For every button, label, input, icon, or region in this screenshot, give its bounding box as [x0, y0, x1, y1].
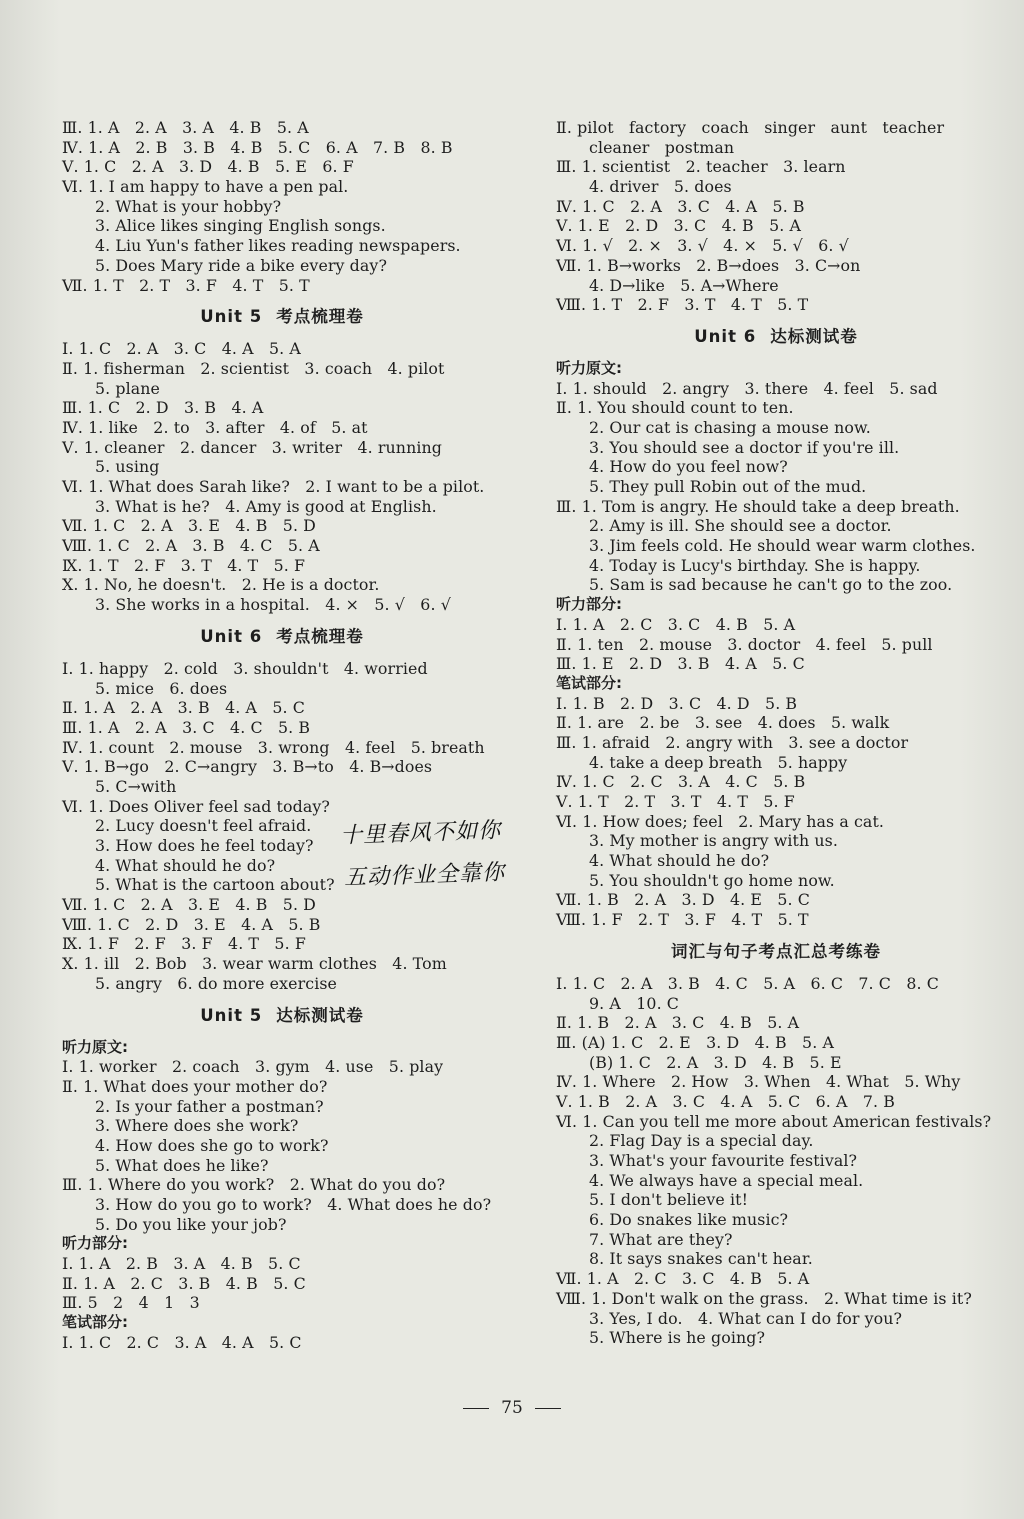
- answer-line: Ⅵ. 1. Can you tell me more about American festivals?: [556, 1111, 992, 1131]
- answer-line: Ⅰ. 1. C 2. A 3. B 4. C 5. A 6. C 7. C 8. C: [556, 973, 939, 993]
- answer-line-continued: 3. Yes, I do. 4. What can I do for you?: [589, 1308, 903, 1328]
- answer-line-continued: 5. angry 6. do more exercise: [95, 973, 337, 993]
- answer-line-continued: 5. Where is he going?: [589, 1328, 766, 1348]
- answer-line: Ⅶ. 1. A 2. C 3. C 4. B 5. A: [556, 1269, 810, 1289]
- answer-line-continued: 9. A 10. C: [589, 993, 679, 1013]
- answer-line-continued: 7. What are they?: [589, 1229, 733, 1249]
- answer-line-continued: 4. What should he do?: [95, 855, 276, 875]
- answer-line-continued: 2. Is your father a postman?: [95, 1096, 324, 1116]
- subsection-label: 笔试部分:: [62, 1313, 128, 1332]
- section-title-unit: Unit 6: [200, 626, 263, 646]
- answer-line: Ⅳ. 1. count 2. mouse 3. wrong 4. feel 5. breath: [62, 737, 485, 757]
- answer-line: Ⅱ. 1. B 2. A 3. C 4. B 5. A: [556, 1013, 800, 1033]
- section-title: [556, 315, 996, 359]
- answer-line-continued: 5. C→with: [95, 776, 177, 796]
- answer-line: Ⅶ. 1. B 2. A 3. D 4. E 5. C: [556, 890, 810, 910]
- answer-line: Ⅲ. 1. scientist 2. teacher 3. learn: [556, 157, 846, 177]
- answer-line-continued: 3. What is he? 4. Amy is good at English.: [95, 496, 437, 516]
- page-number-value: 75: [501, 1398, 523, 1418]
- answer-line: Ⅷ. 1. C 2. A 3. B 4. C 5. A: [62, 536, 320, 556]
- answer-line-continued: 4. Today is Lucy's birthday. She is happy.: [589, 555, 921, 575]
- section-title-text: 达标测试卷: [276, 1005, 364, 1025]
- answer-line: Ⅰ. 1. B 2. D 3. C 4. D 5. B: [556, 693, 798, 713]
- answer-line-continued: 3. Jim feels cold. He should wear warm clothes.: [589, 536, 976, 556]
- answer-line-continued: 4. What should he do?: [589, 851, 770, 871]
- answer-line: Ⅲ. 1. E 2. D 3. B 4. A 5. C: [556, 654, 805, 674]
- answer-line-continued: 4. We always have a special meal.: [589, 1170, 864, 1190]
- answer-line-continued: cleaner postman: [589, 137, 735, 157]
- answer-line: Ⅴ. 1. B 2. A 3. C 4. A 5. C 6. A 7. B: [556, 1091, 896, 1111]
- answer-line: Ⅵ. 1. How does; feel 2. Mary has a cat.: [556, 811, 885, 831]
- answer-line-continued: 3. You should see a doctor if you're ill.: [589, 437, 900, 457]
- answer-line: Ⅶ. 1. C 2. A 3. E 4. B 5. D: [62, 895, 316, 915]
- answer-line: Ⅵ. 1. I am happy to have a pen pal.: [62, 177, 349, 197]
- answer-line-continued: 3. My mother is angry with us.: [589, 831, 838, 851]
- answer-line-continued: 5. mice 6. does: [95, 678, 228, 698]
- answer-line: Ⅲ. 1. C 2. D 3. B 4. A: [62, 398, 264, 418]
- answer-line: Ⅰ. 1. worker 2. coach 3. gym 4. use 5. play: [62, 1057, 444, 1077]
- answer-line-continued: 3. Where does she work?: [95, 1116, 299, 1136]
- answer-line: Ⅰ. 1. A 2. C 3. C 4. B 5. A: [556, 614, 796, 634]
- answer-line: Ⅰ. 1. C 2. A 3. C 4. A 5. A: [62, 339, 301, 359]
- answer-line-continued: 4. driver 5. does: [589, 177, 732, 197]
- answer-line-continued: 5. Do you like your job?: [95, 1214, 287, 1234]
- answer-line-continued: 5. Does Mary ride a bike every day?: [95, 255, 388, 275]
- answer-line: Ⅷ. 1. Don't walk on the grass. 2. What time is it?: [556, 1288, 972, 1308]
- answer-line: Ⅳ. 1. C 2. C 3. A 4. C 5. B: [556, 772, 806, 792]
- answer-line: Ⅱ. 1. fisherman 2. scientist 3. coach 4. pilot: [62, 358, 445, 378]
- subsection-label: 笔试部分:: [556, 673, 622, 692]
- answer-line-continued: 2. Flag Day is a special day.: [589, 1131, 814, 1151]
- answer-line: Ⅵ. 1. What does Sarah like? 2. I want to be a pilot.: [62, 477, 485, 496]
- answer-line: Ⅱ. 1. A 2. A 3. B 4. A 5. C: [62, 698, 305, 718]
- section-title-unit: Unit 6: [694, 326, 757, 346]
- answer-line-continued: 3. She works in a hospital. 4. × 5. √ 6. √: [95, 595, 451, 615]
- answer-line: Ⅹ. 1. No, he doesn't. 2. He is a doctor.: [62, 575, 380, 595]
- section-title-unit: Unit 5: [200, 307, 263, 327]
- answer-line-continued: 4. Liu Yun's father likes reading newspapers.: [95, 236, 461, 256]
- section-title-text: 词汇与句子考点汇总考练卷: [671, 941, 881, 961]
- answer-line: Ⅶ. 1. C 2. A 3. E 4. B 5. D: [62, 516, 316, 536]
- subsection-label: 听力原文:: [556, 358, 622, 377]
- right-answer-column: [556, 118, 996, 1348]
- answer-line: Ⅰ. 1. happy 2. cold 3. shouldn't 4. worried: [62, 658, 428, 678]
- answer-line: Ⅱ. pilot factory coach singer aunt teacher: [556, 118, 945, 137]
- answer-line-continued: 4. How do you feel now?: [589, 457, 788, 477]
- answer-line: Ⅵ. 1. Does Oliver feel sad today?: [62, 796, 330, 816]
- answer-line: Ⅲ. 5 2 4 1 3: [62, 1293, 200, 1313]
- answer-line: Ⅴ. 1. C 2. A 3. D 4. B 5. E 6. F: [62, 157, 354, 177]
- answer-line: Ⅸ. 1. T 2. F 3. T 4. T 5. F: [62, 555, 306, 575]
- answer-line-continued: 2. Our cat is chasing a mouse now.: [589, 417, 871, 437]
- answer-line: Ⅲ. 1. Tom is angry. He should take a deep breath.: [556, 496, 960, 516]
- section-title-text: 考点梳理卷: [276, 307, 364, 327]
- answer-line: Ⅶ. 1. T 2. T 3. F 4. T 5. T: [62, 275, 310, 295]
- answer-line: Ⅱ. 1. What does your mother do?: [62, 1076, 328, 1096]
- answer-line: Ⅲ. 1. Where do you work? 2. What do you do?: [62, 1175, 446, 1195]
- answer-line-continued: 5. plane: [95, 378, 160, 398]
- answer-line: Ⅰ. 1. A 2. B 3. A 4. B 5. C: [62, 1254, 301, 1274]
- answer-line-continued: 3. How do you go to work? 4. What does he do?: [95, 1195, 492, 1214]
- section-title-text: 考点梳理卷: [276, 626, 364, 646]
- answer-line-continued: 5. What does he like?: [95, 1155, 269, 1175]
- answer-line: Ⅳ. 1. A 2. B 3. B 4. B 5. C 6. A 7. B 8. B: [62, 137, 453, 157]
- answer-line-continued: 5. You shouldn't go home now.: [589, 870, 835, 890]
- subsection-label: 听力部分:: [556, 595, 622, 614]
- handwritten-note-line-2: 五动作业全靠你: [343, 860, 506, 891]
- answer-line: Ⅱ. 1. are 2. be 3. see 4. does 5. walk: [556, 713, 890, 733]
- answer-line-continued: 8. It says snakes can't hear.: [589, 1249, 813, 1269]
- answer-line-continued: 2. Amy is ill. She should see a doctor.: [589, 516, 892, 536]
- section-title-text: 达标测试卷: [770, 326, 858, 346]
- answer-line-continued: (B) 1. C 2. A 3. D 4. B 5. E: [589, 1052, 842, 1072]
- answer-line: Ⅶ. 1. B→works 2. B→does 3. C→on: [556, 255, 861, 275]
- answer-line: Ⅰ. 1. should 2. angry 3. there 4. feel 5. sad: [556, 378, 938, 398]
- page-number-dash-right: [535, 1408, 561, 1409]
- answer-line: Ⅳ. 1. Where 2. How 3. When 4. What 5. Why: [556, 1072, 961, 1092]
- answer-line: Ⅸ. 1. F 2. F 3. F 4. T 5. F: [62, 934, 306, 954]
- section-title: [62, 615, 502, 659]
- answer-line: Ⅲ. (A) 1. C 2. E 3. D 4. B 5. A: [556, 1032, 834, 1052]
- answer-line-continued: 3. What's your favourite festival?: [589, 1151, 858, 1170]
- left-answer-column: [62, 118, 502, 1353]
- answer-line: Ⅲ. 1. A 2. A 3. C 4. C 5. B: [62, 717, 311, 737]
- answer-line: Ⅷ. 1. T 2. F 3. T 4. T 5. T: [556, 295, 809, 315]
- answer-line-continued: 2. Lucy doesn't feel afraid.: [95, 816, 312, 836]
- page-number: [0, 1398, 1024, 1418]
- section-title: [62, 295, 502, 339]
- subsection-label: 听力原文:: [62, 1037, 128, 1056]
- answer-line-continued: 3. How does he feel today?: [95, 836, 314, 855]
- answer-line-continued: 5. Sam is sad because he can't go to the zoo.: [589, 575, 953, 595]
- answer-line-continued: 5. I don't believe it!: [589, 1190, 749, 1210]
- page-number-dash-left: [463, 1408, 489, 1409]
- answer-line: Ⅹ. 1. ill 2. Bob 3. wear warm clothes 4. Tom: [62, 954, 447, 974]
- answer-line: Ⅱ. 1. ten 2. mouse 3. doctor 4. feel 5. pull: [556, 634, 933, 654]
- answer-line-continued: 5. What is the cartoon about?: [95, 875, 335, 895]
- answer-line: Ⅱ. 1. You should count to ten.: [556, 398, 794, 418]
- answer-line: Ⅰ. 1. C 2. C 3. A 4. A 5. C: [62, 1332, 302, 1352]
- subsection-label: 听力部分:: [62, 1234, 128, 1253]
- answer-line: Ⅳ. 1. C 2. A 3. C 4. A 5. B: [556, 196, 805, 216]
- answer-line-continued: 4. How does she go to work?: [95, 1135, 329, 1155]
- answer-line: Ⅲ. 1. A 2. A 3. A 4. B 5. A: [62, 118, 309, 137]
- answer-line-continued: 3. Alice likes singing English songs.: [95, 216, 386, 236]
- answer-line: Ⅳ. 1. like 2. to 3. after 4. of 5. at: [62, 417, 368, 437]
- section-title: [62, 994, 502, 1038]
- answer-line: Ⅵ. 1. √ 2. × 3. √ 4. × 5. √ 6. √: [556, 236, 849, 256]
- section-title: [556, 930, 996, 974]
- answer-line: Ⅴ. 1. cleaner 2. dancer 3. writer 4. running: [62, 437, 442, 457]
- answer-line: Ⅴ. 1. E 2. D 3. C 4. B 5. A: [556, 216, 801, 236]
- handwritten-note-line-1: 十里春风不如你: [339, 818, 502, 849]
- answer-line-continued: 5. using: [95, 457, 160, 477]
- answer-line: Ⅲ. 1. afraid 2. angry with 3. see a doctor: [556, 732, 909, 752]
- answer-line: Ⅴ. 1. T 2. T 3. T 4. T 5. F: [556, 792, 795, 811]
- answer-line: Ⅱ. 1. A 2. C 3. B 4. B 5. C: [62, 1273, 306, 1293]
- answer-line-continued: 4. D→like 5. A→Where: [589, 275, 779, 295]
- answer-line-continued: 4. take a deep breath 5. happy: [589, 752, 848, 772]
- section-title-unit: Unit 5: [200, 1005, 263, 1025]
- answer-line: Ⅷ. 1. C 2. D 3. E 4. A 5. B: [62, 914, 321, 934]
- answer-line-continued: 6. Do snakes like music?: [589, 1210, 789, 1230]
- answer-line: Ⅷ. 1. F 2. T 3. F 4. T 5. T: [556, 910, 809, 930]
- answer-line: Ⅴ. 1. B→go 2. C→angry 3. B→to 4. B→does: [62, 757, 433, 777]
- answer-line-continued: 2. What is your hobby?: [95, 196, 282, 216]
- answer-line-continued: 5. They pull Robin out of the mud.: [589, 477, 867, 496]
